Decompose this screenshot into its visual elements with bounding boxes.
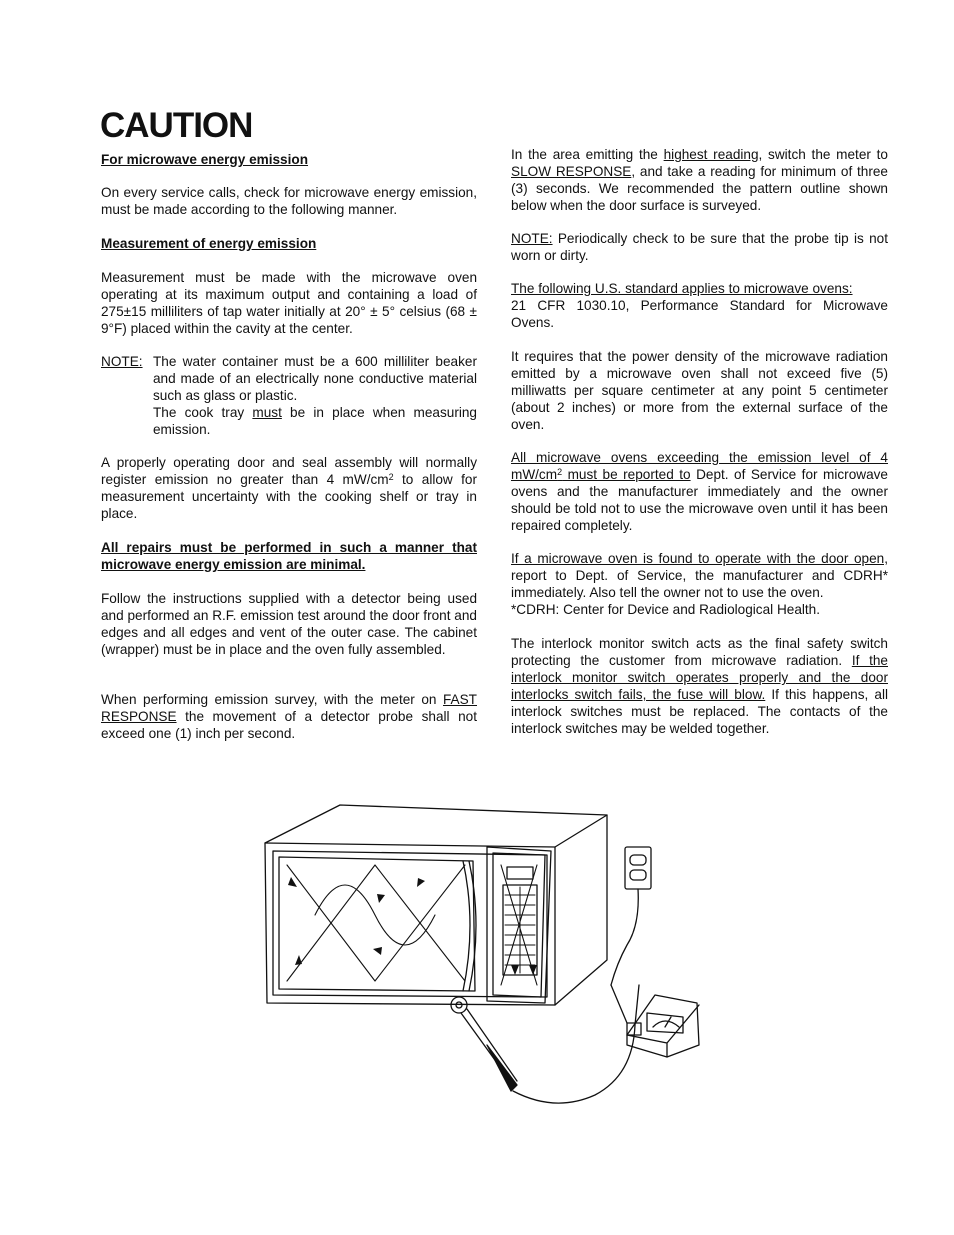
highest-reading-paragraph: In the area emitting the highest reading, switch the meter to SLOW RESPONSE, and take a reading for minimum of three (3) seconds. We recommended the pattern outline shown below when the door surface is surveyed. [511,147,888,213]
interlock-paragraph: The interlock monitor switch acts as the final safety switch protecting the customer from microwave radiation. If the interlock monitor switch operates properly and the door interlocks switch fails, the fuse will blow. If this happens, all interlock switches must be replaced. The contacts of the interlock switches may be welded together. [511,636,888,736]
page-title: CAUTION [100,106,253,145]
survey-meter [611,985,699,1057]
note-line-1: The water container must be a 600 milliliter beaker and made of an electrically none conductive material such as glass or plastic. [153,354,477,403]
standard-paragraph: The following U.S. standard applies to microwave ovens: 21 CFR 1030.10, Performance Standard for Microwave Ovens. [511,281,888,330]
survey-pattern [287,865,537,985]
note-line-2: The cook tray must be in place when measuring emission. [153,405,477,437]
follow-paragraph: Follow the instructions supplied with a detector being used and performed an R.F. emission test around the door front and edges and all edges and vent of the outer case. The cabinet (wrapper) must be in place and the oven fully assembled. [101,591,477,657]
microwave-survey-illustration [255,795,710,1105]
door-seal-paragraph: A properly operating door and seal assembly will normally register emission no greater than 4 $mW/cm^2$ to allow for measurement uncertainty with the cooking shelf or tray in place. [101,455,477,521]
microwave-oven [265,805,607,1005]
probe-note: NOTE: Periodically check to be sure that the probe tip is not worn or dirty. [511,231,888,263]
survey-paragraph: When performing emission survey, with the meter on FAST RESPONSE the movement of a detector probe shall not exceed one (1) inch per second. [101,692,477,741]
power-density-paragraph: It requires that the power density of the microwave radiation emitted by a microwave oven shall not exceed five (5) milliwatts per square centimeter at any point 5 centimeter (about 2 inches) or more from the external surface of the oven. [511,349,888,432]
exceeding-paragraph: All microwave ovens exceeding the emission level of 4 $mW/cm^2$ must be reported to Dept. of Service for microwave ovens and the manufacturer immediately and the owner should be told not to use the microwave oven until it has been repaired completely. [511,450,888,533]
intro-paragraph: On every service calls, check for microwave energy emission, must be made according to the following manner. [101,185,477,217]
water-note [101,353,477,438]
door-open-paragraph: If a microwave oven is found to operate with the door open, report to Dept. of Service, the manufacturer and CDRH* immediately. Also tell the owner not to use the oven. *CDRH: Center for Device and Radiological Health. [511,551,888,617]
note-label: NOTE: [101,354,143,369]
cdrh-footnote: *CDRH: Center for Device and Radiological Health. [511,602,821,617]
repairs-heading: All repairs must be performed in such a manner that microwave energy emission are minimal. [101,540,477,572]
survey-arrows [288,877,537,975]
measurement-paragraph: Measurement must be made with the microwave oven operating at its maximum output and containing a load of 275±15 milliliters of tap water initially at 20° ± 5° celsius (68 ± 9°F) placed within the cavity at the center. [101,270,477,336]
wall-outlet [611,847,651,985]
measurement-heading: Measurement of energy emission [101,236,317,251]
emission-heading: For microwave energy emission [101,152,309,167]
detector-probe [451,997,517,1091]
